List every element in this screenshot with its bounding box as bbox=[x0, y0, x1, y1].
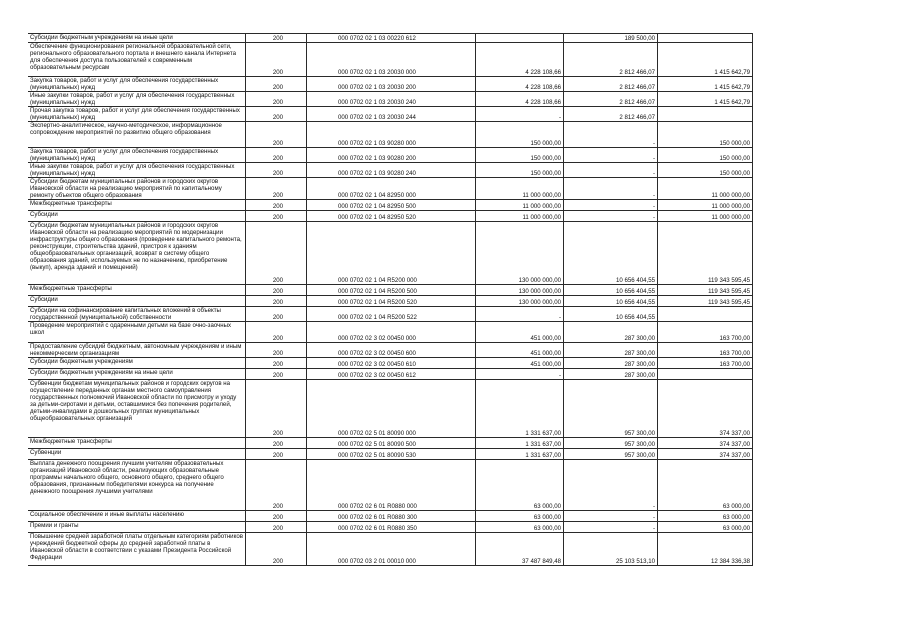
executed-amount-cell: 10 656 404,55 bbox=[564, 296, 658, 307]
remainder-amount-cell bbox=[658, 34, 753, 43]
line-code-cell: 200 bbox=[246, 163, 307, 178]
expense-name-cell: Социальное обеспечение и иные выплаты населению bbox=[28, 511, 246, 522]
remainder-amount-cell: 119 343 595,45 bbox=[658, 296, 753, 307]
budget-classification-code-cell: 000 0702 02 3 02 00450 610 bbox=[307, 358, 476, 369]
line-code-cell: 200 bbox=[246, 107, 307, 122]
remainder-amount-cell: 11 000 000,00 bbox=[658, 200, 753, 211]
table-row bbox=[28, 449, 753, 460]
approved-amount-cell: 451 000,00 bbox=[476, 322, 564, 343]
executed-amount-cell: - bbox=[564, 200, 658, 211]
approved-amount-cell: 130 000 000,00 bbox=[476, 222, 564, 285]
approved-amount-cell: 150 000,00 bbox=[476, 148, 564, 163]
budget-classification-code-cell: 000 0702 02 1 04 82950 000 bbox=[307, 178, 476, 200]
expense-name-cell: Субсидии бюджетным учреждениям bbox=[28, 358, 246, 369]
table-row bbox=[28, 163, 753, 178]
approved-amount-cell: 451 000,00 bbox=[476, 358, 564, 369]
executed-amount-cell: 2 812 466,07 bbox=[564, 77, 658, 92]
approved-amount-cell: 130 000 000,00 bbox=[476, 296, 564, 307]
table-row bbox=[28, 460, 753, 511]
line-code-cell: 200 bbox=[246, 438, 307, 449]
remainder-amount-cell: 150 000,00 bbox=[658, 122, 753, 148]
executed-amount-cell: 10 656 404,55 bbox=[564, 285, 658, 296]
executed-amount-cell: - bbox=[564, 460, 658, 511]
executed-amount-cell: 2 812 466,07 bbox=[564, 43, 658, 77]
remainder-amount-cell: 163 700,00 bbox=[658, 358, 753, 369]
line-code-cell: 200 bbox=[246, 322, 307, 343]
expense-name-cell: Субвенции бюджетам муниципальных районов и городских округов на осуществление переданных органам местного самоуправления государственных полномочий Ивановской области по присмотру и уходу за детьми-сиротами и детьми, оставшимися без попечения родителей, детьми-инвалидами в дошкольных группах муниципальных общеобразовательных организаций bbox=[28, 380, 246, 438]
budget-classification-code-cell: 000 0702 02 1 03 90280 000 bbox=[307, 122, 476, 148]
remainder-amount-cell: 163 700,00 bbox=[658, 343, 753, 358]
budget-classification-code-cell: 000 0702 02 1 03 90280 200 bbox=[307, 148, 476, 163]
budget-classification-code-cell: 000 0702 02 1 03 20030 244 bbox=[307, 107, 476, 122]
budget-classification-code-cell: 000 0702 02 5 01 80090 000 bbox=[307, 380, 476, 438]
line-code-cell: 200 bbox=[246, 178, 307, 200]
remainder-amount-cell: 12 384 336,38 bbox=[658, 533, 753, 566]
approved-amount-cell: 4 228 108,66 bbox=[476, 92, 564, 107]
executed-amount-cell: 25 103 513,10 bbox=[564, 533, 658, 566]
remainder-amount-cell: 1 415 642,79 bbox=[658, 77, 753, 92]
line-code-cell: 200 bbox=[246, 122, 307, 148]
remainder-amount-cell: 150 000,00 bbox=[658, 163, 753, 178]
executed-amount-cell: 2 812 466,07 bbox=[564, 107, 658, 122]
table-row bbox=[28, 358, 753, 369]
line-code-cell: 200 bbox=[246, 511, 307, 522]
table-row bbox=[28, 178, 753, 200]
line-code-cell: 200 bbox=[246, 307, 307, 322]
approved-amount-cell: - bbox=[476, 307, 564, 322]
expense-name-cell: Межбюджетные трансферты bbox=[28, 438, 246, 449]
budget-classification-code-cell: 000 0702 02 1 03 90280 240 bbox=[307, 163, 476, 178]
table-row bbox=[28, 34, 753, 43]
expense-name-cell: Закупка товаров, работ и услуг для обеспечения государственных (муниципальных) нужд bbox=[28, 77, 246, 92]
expense-name-cell: Экспертно-аналитическое, научно-методическое, информационное сопровождение мероприятий по развитию общего образования bbox=[28, 122, 246, 148]
line-code-cell: 200 bbox=[246, 34, 307, 43]
expense-name-cell: Субсидии бюджетам муниципальных районов и городских округов Ивановской области на реализацию мероприятий по модернизации инфраструктуры общего образования (проведение капитального ремонта, реконструкции, строительства зданий, пристроя к зданиям общеобразовательных организаций, возврат в систему общего образования зданий, используемых не по назначению, приобретение (выкуп), аренда зданий и помещений) bbox=[28, 222, 246, 285]
expense-name-cell: Прочая закупка товаров, работ и услуг для обеспечения государственных (муниципальных) нужд bbox=[28, 107, 246, 122]
approved-amount-cell: 63 000,00 bbox=[476, 522, 564, 533]
remainder-amount-cell: 63 000,00 bbox=[658, 511, 753, 522]
executed-amount-cell: - bbox=[564, 522, 658, 533]
table-row bbox=[28, 222, 753, 285]
expense-name-cell: Субсидии на софинансирование капитальных вложений в объекты государственной (муниципальной) собственности bbox=[28, 307, 246, 322]
budget-classification-code-cell: 000 0702 02 3 02 00450 612 bbox=[307, 369, 476, 380]
line-code-cell: 200 bbox=[246, 343, 307, 358]
budget-classification-code-cell: 000 0702 02 1 04 82950 500 bbox=[307, 200, 476, 211]
budget-classification-code-cell: 000 0702 02 1 04 R5200 522 bbox=[307, 307, 476, 322]
line-code-cell: 200 bbox=[246, 148, 307, 163]
remainder-amount-cell: 374 337,00 bbox=[658, 380, 753, 438]
table-row bbox=[28, 533, 753, 566]
remainder-amount-cell: 119 343 595,45 bbox=[658, 285, 753, 296]
table-row bbox=[28, 380, 753, 438]
remainder-amount-cell bbox=[658, 307, 753, 322]
table-row bbox=[28, 200, 753, 211]
executed-amount-cell: 189 500,00 bbox=[564, 34, 658, 43]
budget-classification-code-cell: 000 0702 02 3 02 00450 000 bbox=[307, 322, 476, 343]
approved-amount-cell: 451 000,00 bbox=[476, 343, 564, 358]
line-code-cell: 200 bbox=[246, 285, 307, 296]
approved-amount-cell: 150 000,00 bbox=[476, 163, 564, 178]
expense-name-cell: Повышение средней заработной платы отдельным категориям работников учреждений бюджетной сферы до средней заработной платы в Ивановской области в соответствии с указами Президента Российской Федерации bbox=[28, 533, 246, 566]
table-row bbox=[28, 522, 753, 533]
remainder-amount-cell: 1 415 642,79 bbox=[658, 43, 753, 77]
budget-classification-code-cell: 000 0702 02 1 04 R5200 520 bbox=[307, 296, 476, 307]
budget-classification-code-cell: 000 0702 02 1 04 82950 520 bbox=[307, 211, 476, 222]
expense-name-cell: Предоставление субсидий бюджетным, автономным учреждениям и иным некоммерческим организациям bbox=[28, 343, 246, 358]
budget-classification-code-cell: 000 0702 02 6 01 R0880 000 bbox=[307, 460, 476, 511]
executed-amount-cell: - bbox=[564, 211, 658, 222]
line-code-cell: 200 bbox=[246, 449, 307, 460]
table-row bbox=[28, 107, 753, 122]
line-code-cell: 200 bbox=[246, 77, 307, 92]
budget-classification-code-cell: 000 0702 02 5 01 80090 500 bbox=[307, 438, 476, 449]
remainder-amount-cell: 1 415 642,79 bbox=[658, 92, 753, 107]
table-row bbox=[28, 296, 753, 307]
executed-amount-cell: - bbox=[564, 178, 658, 200]
line-code-cell: 200 bbox=[246, 222, 307, 285]
executed-amount-cell: 287 300,00 bbox=[564, 322, 658, 343]
approved-amount-cell: 11 000 000,00 bbox=[476, 200, 564, 211]
approved-amount-cell: 150 000,00 bbox=[476, 122, 564, 148]
expense-name-cell: Субсидии бюджетам муниципальных районов и городских округов Ивановской области на реализацию мероприятий по капитальному ремонту объектов общего образования bbox=[28, 178, 246, 200]
remainder-amount-cell: 374 337,00 bbox=[658, 449, 753, 460]
budget-classification-code-cell: 000 0702 02 1 03 20030 000 bbox=[307, 43, 476, 77]
approved-amount-cell: - bbox=[476, 107, 564, 122]
approved-amount-cell bbox=[476, 34, 564, 43]
approved-amount-cell: 63 000,00 bbox=[476, 460, 564, 511]
line-code-cell: 200 bbox=[246, 358, 307, 369]
table-row bbox=[28, 369, 753, 380]
remainder-amount-cell: 163 700,00 bbox=[658, 322, 753, 343]
table-row bbox=[28, 511, 753, 522]
expense-name-cell: Выплата денежного поощрения лучшим учителям образовательных организаций Ивановской области, реализующих образовательные программы начального общего, основного общего, среднего общего образования, признанным победителями конкурса на получение денежного поощрения лучшими учителями bbox=[28, 460, 246, 511]
table-row bbox=[28, 307, 753, 322]
budget-execution-table bbox=[28, 33, 753, 566]
approved-amount-cell: 4 228 108,66 bbox=[476, 77, 564, 92]
expense-name-cell: Субсидии бюджетным учреждениям на иные цели bbox=[28, 369, 246, 380]
table-row bbox=[28, 438, 753, 449]
approved-amount-cell: - bbox=[476, 369, 564, 380]
executed-amount-cell: 10 656 404,55 bbox=[564, 222, 658, 285]
executed-amount-cell: 957 300,00 bbox=[564, 438, 658, 449]
expense-name-cell: Субсидии bbox=[28, 211, 246, 222]
executed-amount-cell: - bbox=[564, 511, 658, 522]
line-code-cell: 200 bbox=[246, 200, 307, 211]
table-row bbox=[28, 322, 753, 343]
budget-classification-code-cell: 000 0702 02 6 01 R0880 350 bbox=[307, 522, 476, 533]
table-row bbox=[28, 43, 753, 77]
budget-classification-code-cell: 000 0702 02 3 02 00450 600 bbox=[307, 343, 476, 358]
remainder-amount-cell: 11 000 000,00 bbox=[658, 178, 753, 200]
executed-amount-cell: - bbox=[564, 163, 658, 178]
expense-name-cell: Обеспечение функционирования региональной образовательной сети, регионального образовательного портала и внешнего канала Интернета для обеспечения доступа пользователей к современным образовательным ресурсам bbox=[28, 43, 246, 77]
line-code-cell: 200 bbox=[246, 533, 307, 566]
executed-amount-cell: 957 300,00 bbox=[564, 449, 658, 460]
line-code-cell: 200 bbox=[246, 92, 307, 107]
executed-amount-cell: 957 300,00 bbox=[564, 380, 658, 438]
line-code-cell: 200 bbox=[246, 380, 307, 438]
approved-amount-cell: 11 000 000,00 bbox=[476, 178, 564, 200]
expense-name-cell: Премии и гранты bbox=[28, 522, 246, 533]
line-code-cell: 200 bbox=[246, 296, 307, 307]
approved-amount-cell: 1 331 637,00 bbox=[476, 380, 564, 438]
line-code-cell: 200 bbox=[246, 522, 307, 533]
expense-name-cell: Иные закупки товаров, работ и услуг для обеспечения государственных (муниципальных) нужд bbox=[28, 163, 246, 178]
expense-name-cell: Иные закупки товаров, работ и услуг для обеспечения государственных (муниципальных) нужд bbox=[28, 92, 246, 107]
budget-classification-code-cell: 000 0702 02 1 04 R5200 500 bbox=[307, 285, 476, 296]
approved-amount-cell: 130 000 000,00 bbox=[476, 285, 564, 296]
approved-amount-cell: 37 487 849,48 bbox=[476, 533, 564, 566]
expense-name-cell: Субвенции bbox=[28, 449, 246, 460]
remainder-amount-cell: 63 000,00 bbox=[658, 522, 753, 533]
executed-amount-cell: - bbox=[564, 148, 658, 163]
remainder-amount-cell bbox=[658, 107, 753, 122]
remainder-amount-cell bbox=[658, 369, 753, 380]
budget-classification-code-cell: 000 0702 02 1 03 00220 612 bbox=[307, 34, 476, 43]
budget-classification-code-cell: 000 0702 02 5 01 80090 530 bbox=[307, 449, 476, 460]
remainder-amount-cell: 374 337,00 bbox=[658, 438, 753, 449]
line-code-cell: 200 bbox=[246, 369, 307, 380]
executed-amount-cell: 287 300,00 bbox=[564, 358, 658, 369]
executed-amount-cell: 287 300,00 bbox=[564, 343, 658, 358]
expense-name-cell: Межбюджетные трансферты bbox=[28, 285, 246, 296]
line-code-cell: 200 bbox=[246, 460, 307, 511]
expense-name-cell: Закупка товаров, работ и услуг для обеспечения государственных (муниципальных) нужд bbox=[28, 148, 246, 163]
approved-amount-cell: 4 228 108,66 bbox=[476, 43, 564, 77]
remainder-amount-cell: 63 000,00 bbox=[658, 460, 753, 511]
executed-amount-cell: 2 812 466,07 bbox=[564, 92, 658, 107]
line-code-cell: 200 bbox=[246, 43, 307, 77]
budget-classification-code-cell: 000 0702 02 1 03 20030 200 bbox=[307, 77, 476, 92]
budget-classification-code-cell: 000 0702 02 1 03 20030 240 bbox=[307, 92, 476, 107]
table-row bbox=[28, 343, 753, 358]
table-row bbox=[28, 92, 753, 107]
budget-classification-code-cell: 000 0702 02 1 04 R5200 000 bbox=[307, 222, 476, 285]
table-row bbox=[28, 285, 753, 296]
executed-amount-cell: - bbox=[564, 122, 658, 148]
expense-name-cell: Субсидии bbox=[28, 296, 246, 307]
table-body bbox=[28, 34, 753, 566]
budget-classification-code-cell: 000 0702 02 6 01 R0880 300 bbox=[307, 511, 476, 522]
table-row bbox=[28, 122, 753, 148]
approved-amount-cell: 1 331 637,00 bbox=[476, 449, 564, 460]
line-code-cell: 200 bbox=[246, 211, 307, 222]
remainder-amount-cell: 150 000,00 bbox=[658, 148, 753, 163]
approved-amount-cell: 63 000,00 bbox=[476, 511, 564, 522]
table-row bbox=[28, 211, 753, 222]
remainder-amount-cell: 11 000 000,00 bbox=[658, 211, 753, 222]
expense-name-cell: Межбюджетные трансферты bbox=[28, 200, 246, 211]
executed-amount-cell: 10 656 404,55 bbox=[564, 307, 658, 322]
approved-amount-cell: 1 331 637,00 bbox=[476, 438, 564, 449]
table-row bbox=[28, 148, 753, 163]
expense-name-cell: Проведение мероприятий с одаренными детьми на базе очно-заочных школ bbox=[28, 322, 246, 343]
executed-amount-cell: 287 300,00 bbox=[564, 369, 658, 380]
table-row bbox=[28, 77, 753, 92]
approved-amount-cell: 11 000 000,00 bbox=[476, 211, 564, 222]
remainder-amount-cell: 119 343 595,45 bbox=[658, 222, 753, 285]
expense-name-cell: Субсидии бюджетным учреждениям на иные цели bbox=[28, 34, 246, 43]
budget-classification-code-cell: 000 0702 03 2 01 00010 000 bbox=[307, 533, 476, 566]
